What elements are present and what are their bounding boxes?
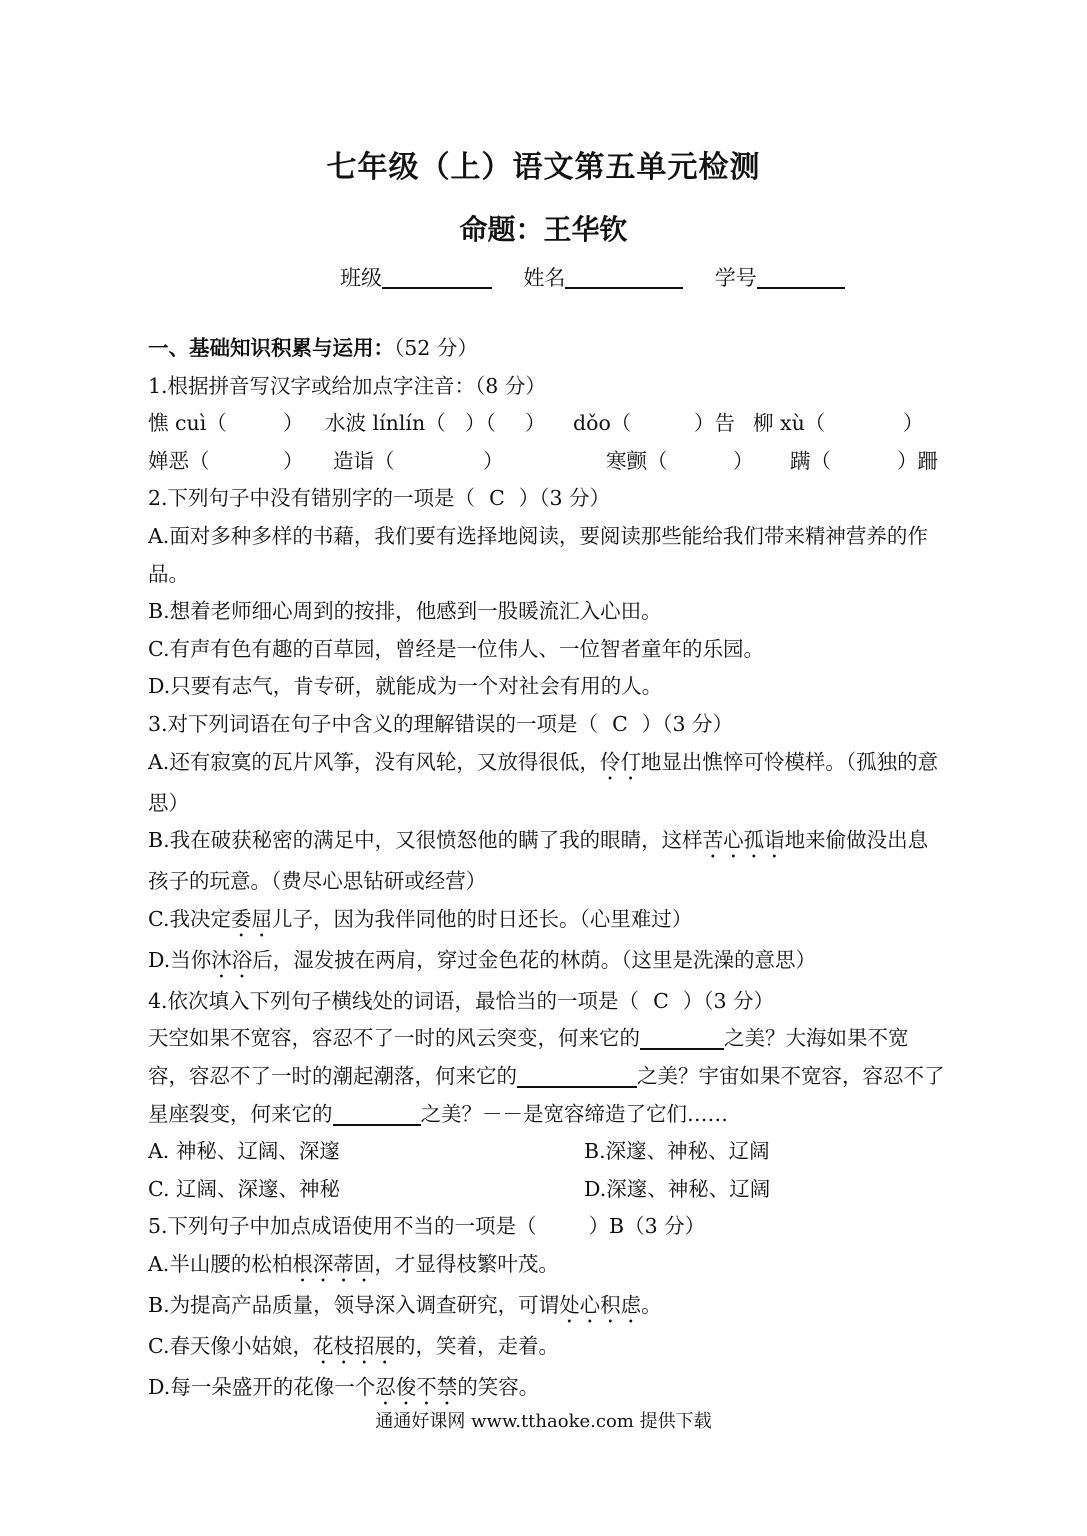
fill-blank-1[interactable] [640,1026,724,1050]
question-5-option-c: C.春天像小姑娘，花枝招展的，笑着，走着。 [148,1333,559,1358]
student-info [340,262,845,292]
question-4-option-b: B.深邃、神秘、辽阔 [584,1139,770,1164]
question-4-option-a: A. 神秘、辽阔、深邃 [148,1139,340,1164]
question-1-stem: 1.根据拼音写汉字或给加点字注音：（8 分） [148,373,546,398]
question-2-option-d: D.只要有志气，肯专研，就能成为一个对社会有用的人。 [148,674,663,699]
question-3-stem: 3.对下列词语在句子中含义的理解错误的一项是（ C ）（3 分） [148,706,948,744]
page-title: 七年级（上）语文第五单元检测 [326,150,761,185]
question-3-option-d: D.当你沐浴后，湿发披在两肩，穿过金色花的林荫。（这里是洗澡的意思） [148,947,816,972]
question-4-stem: 4.依次填入下列句子横线处的词语，最恰当的一项是（ C ）（3 分） [148,983,948,1021]
question-5-stem: 5.下列句子中加点成语使用不当的一项是（ ）B（3 分） [148,1214,706,1239]
question-4-options-row-2 [148,1171,948,1209]
fill-blank-2[interactable] [517,1064,637,1088]
question-2-option-b: B.想着老师细心周到的按排，他感到一股暖流汇入心田。 [148,599,662,624]
fill-blank-3[interactable] [333,1102,421,1126]
question-5-option-a: A.半山腰的松柏根深蒂固，才显得枝繁叶茂。 [148,1251,559,1276]
class-label: 班级 [340,266,382,290]
exam-content [148,330,948,1410]
question-2-stem: 2.下列句子中没有错别字的一项是（ C ）（3 分） [148,480,948,518]
question-5-option-b: B.为提高产品质量，领导深入调查研究，可谓处心积虑。 [148,1292,662,1317]
answer-3: C [612,711,628,736]
page-footer: 通通好课网 www.tthaoke.com 提供下载 [375,1411,712,1432]
question-3-option-a: A.还有寂寞的瓦片风筝，没有风轮，又放得很低，伶仃地显出憔悴可怜模样。（孤独的意思） [148,749,939,815]
question-4-passage: 天空如果不宽容，容忍不了一时的风云突变，何来它的 之美？大海如果不宽容，容忍不了一时的潮起潮落，何来它的 之美？宇宙如果不宽容，容忍不了星座裂变，何来它的 之美？－－是宽容缔造了它们…… [148,1026,945,1126]
question-2-option-a: A.面对多种多样的书藉，我们要有选择地阅读，要阅读那些能给我们带来精神营养的作品。 [148,523,928,586]
name-blank[interactable] [565,265,683,289]
class-blank[interactable] [382,265,492,289]
author-line: 命题：王华钦 [459,213,628,246]
question-1-row-2: 婵恶（ ） 造诣（ ） 寒颤（ ） 蹒（ ）跚 [148,448,938,473]
question-5-option-d: D.每一朵盛开的花像一个忍俊不禁的笑容。 [148,1374,540,1399]
answer-4: C [653,988,669,1013]
question-3-option-c: C.我决定委屈儿子，因为我伴同他的时日还长。（心里难过） [148,906,693,931]
question-1-row-1: 憔 cuì（ ） 水波 línlín（ ）（ ） dǒo（ ）告 柳 xù（ ） [148,411,924,436]
id-label: 学号 [714,266,757,290]
question-4-options-row-1 [148,1133,948,1171]
section-heading: 一、基础知识积累与运用：（52 分） [148,336,478,360]
question-3-option-b: B.我在破获秘密的满足中，又很愤怒他的瞒了我的眼睛，这样苦心孤诣地来偷做没出息孩子的玩意。（费尽心思钻研或经营） [148,828,929,894]
answer-2: C [489,486,505,511]
question-2-option-c: C.有声有色有趣的百草园，曾经是一位伟人、一位智者童年的乐园。 [148,636,764,661]
question-4-option-d: D.深邃、神秘、辽阔 [584,1176,771,1201]
question-4-option-c: C. 辽阔、深邃、神秘 [148,1176,340,1201]
name-label: 姓名 [523,266,566,290]
id-blank[interactable] [757,265,845,289]
